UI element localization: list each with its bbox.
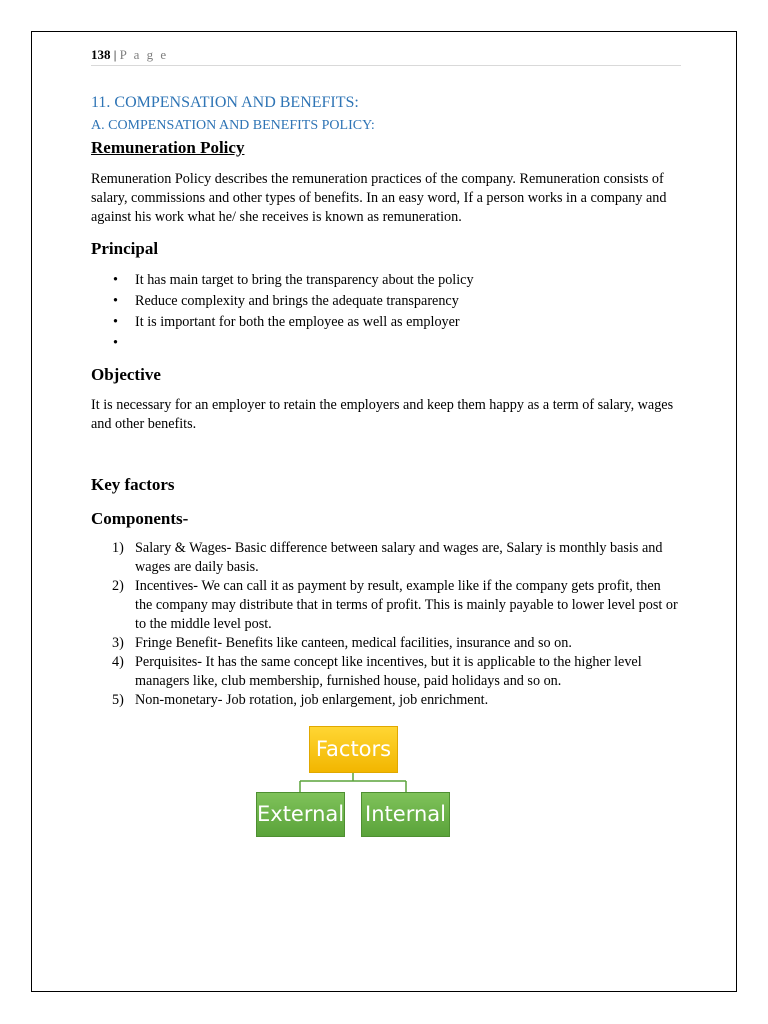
external-node: External (256, 792, 345, 837)
objective-paragraph: It is necessary for an employer to retain the employers and keep them happy as a term of salary, wages and other benefits. (91, 397, 674, 432)
intro-paragraph: Remuneration Policy describes the remuneration practices of the company. Remuneration consists of salary, commissions and other types of benefits. In an easy word, If a person works in a company and against his work what he/ she receives is known as remuneration. (91, 171, 667, 225)
principal-heading: Principal (91, 239, 159, 258)
list-item: • Reduce complexity and brings the adequate transparency (91, 291, 681, 312)
policy-title: Remuneration Policy (91, 138, 245, 157)
factors-node: Factors (309, 726, 398, 773)
objective-heading: Objective (91, 365, 161, 384)
list-text: Perquisites- It has the same concept like incentives, but it is applicable to the higher level managers like, club membership, furnished house, paid holidays and so on. (135, 654, 642, 689)
key-factors-heading: Key factors (91, 475, 175, 494)
page-separator: | (110, 47, 120, 62)
page-label: P a g e (119, 47, 169, 62)
list-number: 3) (112, 635, 124, 651)
list-number: 2) (112, 578, 124, 594)
internal-node: Internal (361, 792, 450, 837)
list-number: 5) (112, 692, 124, 708)
list-item: • It is important for both the employee as well as employer (91, 312, 681, 333)
list-text: Salary & Wages- Basic difference between salary and wages are, Salary is monthly basis and wages are daily basis. (135, 540, 663, 575)
list-text: Fringe Benefit- Benefits like canteen, medical facilities, insurance and so on. (135, 635, 572, 651)
subchapter-heading: A. COMPENSATION AND BENEFITS POLICY: (91, 118, 375, 133)
list-text: Non-monetary- Job rotation, job enlargement, job enrichment. (135, 692, 489, 708)
components-heading: Components- (91, 509, 189, 528)
list-text: Incentives- We can call it as payment by result, example like if the company gets profit, then the company may distribute that in terms of profit. This is mainly payable to lower level post or to the middle level post. (135, 578, 678, 632)
page-number: 138 (91, 47, 111, 62)
list-number: 4) (112, 654, 124, 670)
list-item: • It has main target to bring the transparency about the policy (91, 270, 681, 291)
list-number: 1) (112, 540, 124, 556)
chapter-heading: 11. COMPENSATION AND BENEFITS: (91, 94, 359, 111)
